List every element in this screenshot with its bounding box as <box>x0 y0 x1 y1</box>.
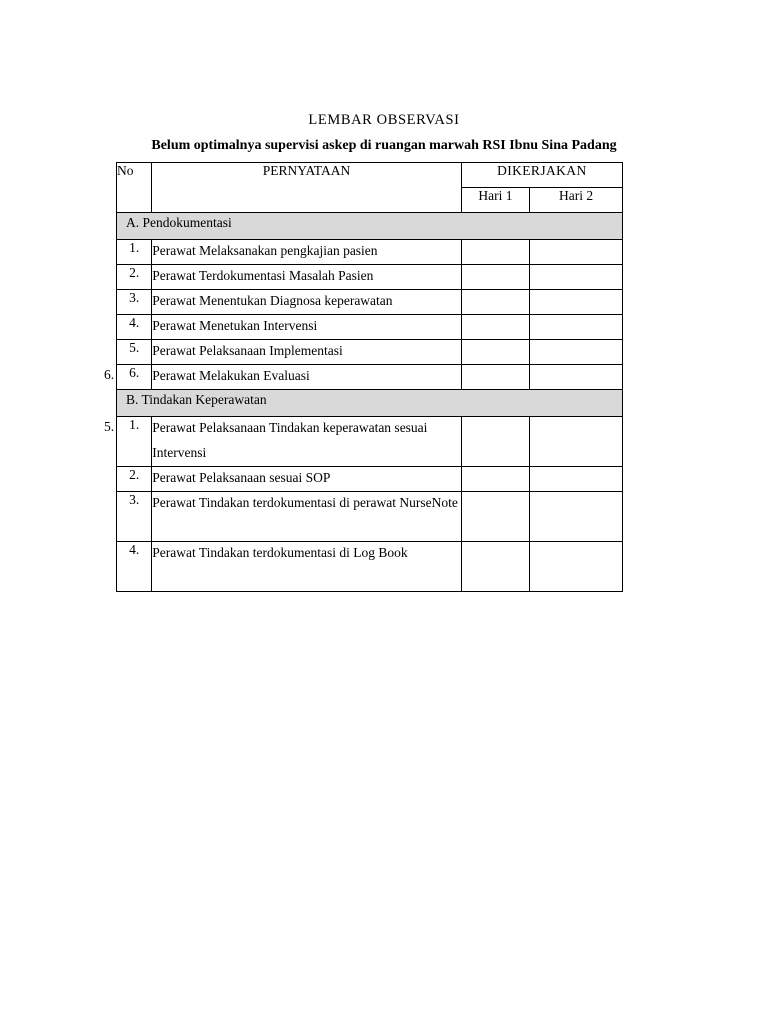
row-number: 5. <box>117 340 152 365</box>
document-subtitle: Belum optimalnya supervisi askep di ruangan marwah RSI Ibnu Sina Padang <box>151 138 617 153</box>
row-statement <box>152 492 461 542</box>
row-number: 3. <box>117 492 152 542</box>
row-statement-text: Perawat Menentukan Diagnosa keperawatan <box>152 293 393 308</box>
section-row <box>117 390 623 417</box>
row-statement-text: Perawat Pelaksanaan Implementasi <box>152 343 343 358</box>
row-statement <box>152 265 461 290</box>
row-statement <box>152 417 461 467</box>
day-2-cell[interactable] <box>530 265 623 290</box>
row-number-text: 6. <box>129 365 140 380</box>
row-number: 4. <box>117 542 152 592</box>
row-number: 2. <box>117 265 152 290</box>
table-row <box>117 467 623 492</box>
day-2-cell[interactable] <box>530 290 623 315</box>
table-row <box>117 365 623 390</box>
row-statement-text: Perawat Tindakan terdokumentasi di Log Book <box>152 545 408 560</box>
day-1-cell[interactable] <box>461 240 530 265</box>
day-1-cell[interactable] <box>461 467 530 492</box>
margin-number: 6. <box>104 367 115 382</box>
row-number: 4. <box>117 315 152 340</box>
row-statement-text: Perawat Pelaksanaan Tindakan keperawatan sesuai Intervensi <box>152 420 428 460</box>
header-no: No <box>117 163 152 213</box>
day-1-cell[interactable] <box>461 365 530 390</box>
row-statement <box>152 542 461 592</box>
row-statement <box>152 240 461 265</box>
header-day-1: Hari 1 <box>461 188 530 213</box>
observation-table <box>104 162 623 592</box>
header-done: DIKERJAKAN <box>461 163 622 188</box>
row-number <box>104 417 152 467</box>
row-statement-text: Perawat Melaksanakan pengkajian pasien <box>152 243 378 258</box>
row-statement <box>152 290 461 315</box>
row-statement-text: Perawat Terdokumentasi Masalah Pasien <box>152 268 374 283</box>
row-statement-text: Perawat Tindakan terdokumentasi di perawat NurseNote <box>152 495 458 510</box>
day-2-cell[interactable] <box>530 340 623 365</box>
row-statement-text: Perawat Melakukan Evaluasi <box>152 368 310 383</box>
day-2-cell[interactable] <box>530 467 623 492</box>
day-1-cell[interactable] <box>461 315 530 340</box>
row-statement <box>152 365 461 390</box>
table-header-row <box>117 163 623 188</box>
table-row <box>117 340 623 365</box>
day-2-cell[interactable] <box>530 542 623 592</box>
row-number: 2. <box>117 467 152 492</box>
day-1-cell[interactable] <box>461 340 530 365</box>
header-day-2: Hari 2 <box>530 188 623 213</box>
table-row <box>117 315 623 340</box>
row-number: 1. <box>117 240 152 265</box>
table-row <box>117 290 623 315</box>
day-2-cell[interactable] <box>530 492 623 542</box>
row-number: 3. <box>117 290 152 315</box>
day-1-cell[interactable] <box>461 417 530 467</box>
table-row <box>117 492 623 542</box>
table-row <box>117 265 623 290</box>
row-statement-text: Perawat Menetukan Intervensi <box>152 318 318 333</box>
day-2-cell[interactable] <box>530 240 623 265</box>
section-row <box>117 213 623 240</box>
document-title: LEMBAR OBSERVASI <box>308 112 460 128</box>
row-statement-text: Perawat Pelaksanaan sesuai SOP <box>152 470 331 485</box>
table-row <box>117 417 623 467</box>
table-row <box>117 542 623 592</box>
day-1-cell[interactable] <box>461 265 530 290</box>
row-number <box>104 365 152 390</box>
day-2-cell[interactable] <box>530 417 623 467</box>
day-1-cell[interactable] <box>461 290 530 315</box>
day-1-cell[interactable] <box>461 542 530 592</box>
row-number-text: 1. <box>129 417 140 432</box>
section-label: A. Pendokumentasi <box>117 213 623 240</box>
row-statement <box>152 315 461 340</box>
table-row <box>117 240 623 265</box>
day-1-cell[interactable] <box>461 492 530 542</box>
day-2-cell[interactable] <box>530 365 623 390</box>
margin-number: 5. <box>104 419 115 434</box>
section-label: B. Tindakan Keperawatan <box>117 390 623 417</box>
row-statement <box>152 467 461 492</box>
header-statement: PERNYATAAN <box>152 163 461 213</box>
day-2-cell[interactable] <box>530 315 623 340</box>
row-statement <box>152 340 461 365</box>
